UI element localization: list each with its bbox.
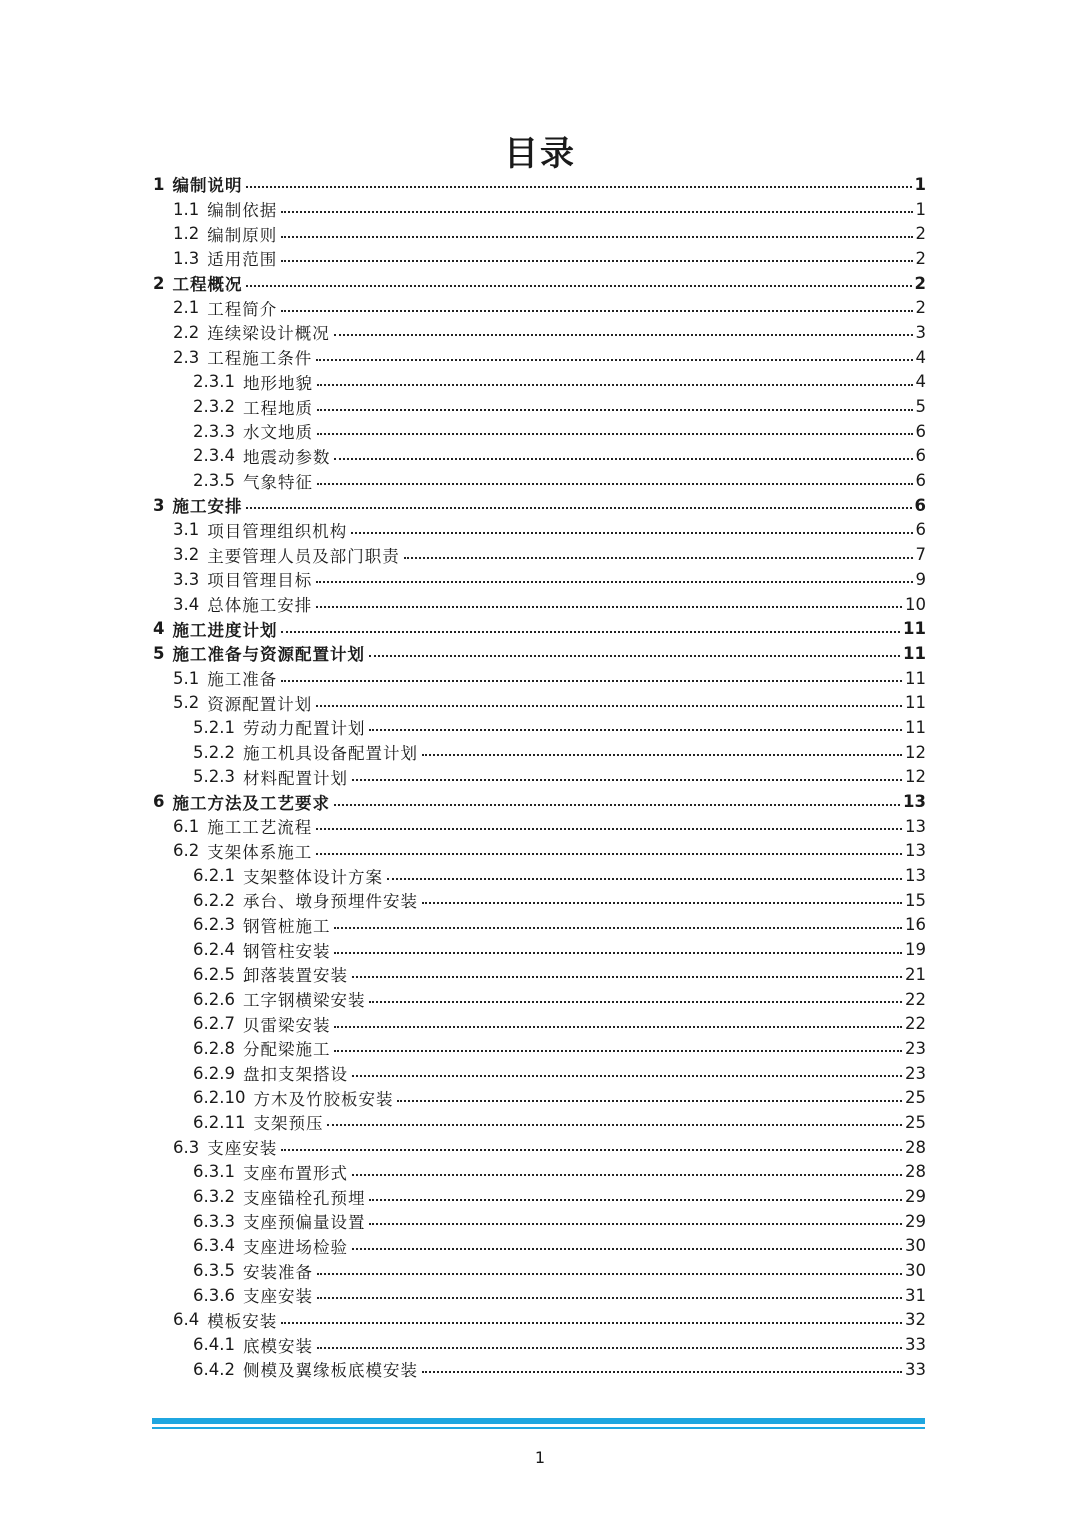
toc-leader-dots <box>397 1088 902 1102</box>
toc-entry-title: 适用范围 <box>207 250 278 270</box>
toc-entry-title: 钢管桩施工 <box>242 916 331 936</box>
toc-entry[interactable] <box>153 493 926 518</box>
toc-entry-title: 劳动力配置计划 <box>242 719 366 739</box>
toc-entry[interactable] <box>153 1085 926 1110</box>
toc-leader-dots <box>334 322 913 336</box>
toc-entry[interactable] <box>153 1209 926 1234</box>
toc-entry-title: 工程简介 <box>207 299 278 319</box>
table-of-contents <box>153 172 926 1382</box>
toc-leader-dots <box>352 964 902 978</box>
toc-entry-number: 6.2.8 <box>193 1038 235 1058</box>
toc-entry-page: 2 <box>915 298 926 318</box>
toc-leader-dots <box>281 298 912 312</box>
toc-entry[interactable] <box>153 616 926 641</box>
toc-entry[interactable] <box>153 863 926 888</box>
toc-entry-page: 11 <box>905 717 926 737</box>
toc-entry-page: 13 <box>905 816 926 836</box>
toc-entry-page: 32 <box>905 1310 926 1330</box>
toc-entry-title: 工字钢横梁安装 <box>242 991 366 1011</box>
toc-entry-page: 6 <box>915 446 926 466</box>
toc-leader-dots <box>281 199 912 213</box>
toc-entry-title: 水文地质 <box>242 423 313 443</box>
toc-entry-page: 11 <box>903 619 926 639</box>
toc-leader-dots <box>281 619 900 633</box>
toc-entry-number: 2.1 <box>173 298 200 318</box>
toc-entry[interactable] <box>153 962 926 987</box>
toc-entry-page: 19 <box>905 940 926 960</box>
toc-leader-dots <box>316 347 912 361</box>
toc-entry-page: 3 <box>915 322 926 342</box>
toc-entry-number: 6.2.2 <box>193 890 235 910</box>
toc-leader-dots <box>316 841 902 855</box>
toc-entry-number: 1 <box>153 174 165 194</box>
toc-entry-page: 5 <box>915 397 926 417</box>
toc-leader-dots <box>281 668 902 682</box>
toc-leader-dots <box>422 1359 902 1373</box>
toc-leader-dots <box>281 1137 902 1151</box>
toc-entry[interactable] <box>153 592 926 617</box>
toc-entry[interactable] <box>153 345 926 370</box>
toc-entry-page: 16 <box>905 915 926 935</box>
toc-leader-dots <box>422 890 902 904</box>
toc-entry-number: 5.2.2 <box>193 742 235 762</box>
toc-entry-page: 6 <box>915 471 926 491</box>
toc-entry[interactable] <box>153 1184 926 1209</box>
toc-entry-title: 贝雷梁安装 <box>242 1015 331 1035</box>
toc-entry-number: 6 <box>153 792 165 812</box>
toc-entry-number: 6.4.1 <box>193 1335 235 1355</box>
toc-entry-page: 15 <box>905 890 926 910</box>
toc-leader-dots <box>281 1310 902 1324</box>
toc-leader-dots <box>317 397 913 411</box>
toc-entry-page: 33 <box>905 1359 926 1379</box>
toc-entry[interactable] <box>153 715 926 740</box>
toc-entry-page: 13 <box>903 792 926 812</box>
toc-leader-dots <box>317 421 913 435</box>
toc-entry-title: 连续梁设计概况 <box>207 324 330 344</box>
toc-leader-dots <box>246 174 911 188</box>
toc-entry-page: 10 <box>905 594 926 614</box>
toc-entry[interactable] <box>153 913 926 938</box>
toc-entry[interactable] <box>153 419 926 444</box>
toc-entry-number: 5.1 <box>173 668 200 688</box>
toc-leader-dots <box>246 273 911 287</box>
toc-entry-title: 支座进场检验 <box>242 1237 348 1257</box>
toc-leader-dots <box>316 693 902 707</box>
toc-entry-number: 6.2.3 <box>193 915 235 935</box>
toc-entry-page: 25 <box>905 1088 926 1108</box>
toc-leader-dots <box>334 915 902 929</box>
toc-entry-number: 6.1 <box>173 816 200 836</box>
toc-entry[interactable] <box>153 172 926 197</box>
toc-leader-dots <box>422 742 902 756</box>
toc-leader-dots <box>352 767 902 781</box>
toc-entry-title: 项目管理组织机构 <box>207 521 348 541</box>
toc-entry-title: 底模安装 <box>242 1336 313 1356</box>
toc-entry[interactable] <box>153 1234 926 1259</box>
toc-leader-dots <box>316 816 902 830</box>
toc-entry-number: 6.3.1 <box>193 1162 235 1182</box>
toc-entry[interactable] <box>153 518 926 543</box>
toc-entry[interactable] <box>153 1357 926 1382</box>
toc-leader-dots <box>334 940 902 954</box>
toc-entry-page: 12 <box>905 767 926 787</box>
toc-entry-page: 22 <box>905 989 926 1009</box>
toc-entry-number: 6.2.5 <box>193 964 235 984</box>
toc-entry-title: 支架整体设计方案 <box>242 867 383 887</box>
toc-entry-page: 9 <box>915 569 926 589</box>
toc-entry-title: 模板安装 <box>207 1311 278 1331</box>
toc-entry-number: 3.4 <box>173 594 200 614</box>
toc-entry-number: 6.3.6 <box>193 1285 235 1305</box>
toc-entry-number: 6.2.10 <box>193 1088 246 1108</box>
toc-entry-number: 6.2.7 <box>193 1014 235 1034</box>
toc-entry-title: 工程概况 <box>172 275 243 295</box>
toc-entry-number: 3.1 <box>173 520 200 540</box>
toc-entry-page: 31 <box>905 1285 926 1305</box>
toc-entry-page: 4 <box>915 372 926 392</box>
toc-entry-number: 5.2 <box>173 693 200 713</box>
toc-entry-page: 21 <box>905 964 926 984</box>
toc-entry-title: 支座预偏量设置 <box>242 1213 366 1233</box>
toc-entry-number: 5.2.1 <box>193 717 235 737</box>
toc-leader-dots <box>334 1014 902 1028</box>
toc-entry[interactable] <box>153 937 926 962</box>
toc-leader-dots <box>369 1211 902 1225</box>
toc-entry-page: 2 <box>915 248 926 268</box>
toc-entry-number: 3 <box>153 495 165 515</box>
toc-entry[interactable] <box>153 567 926 592</box>
toc-entry[interactable] <box>153 1283 926 1308</box>
toc-leader-dots <box>334 1038 902 1052</box>
toc-entry-page: 25 <box>905 1112 926 1132</box>
toc-entry-title: 支座安装 <box>242 1287 313 1307</box>
toc-entry-number: 6.3.3 <box>193 1211 235 1231</box>
toc-entry[interactable] <box>153 765 926 790</box>
toc-leader-dots <box>369 1187 902 1201</box>
toc-entry-number: 6.3.2 <box>193 1187 235 1207</box>
toc-entry[interactable] <box>153 814 926 839</box>
toc-entry-title: 编制依据 <box>207 201 278 221</box>
toc-entry-title: 承台、墩身预埋件安装 <box>242 892 418 912</box>
toc-entry[interactable] <box>153 394 926 419</box>
toc-entry-page: 11 <box>905 693 926 713</box>
toc-entry-page: 11 <box>905 668 926 688</box>
toc-entry-title: 支座锚栓孔预埋 <box>242 1188 366 1208</box>
toc-leader-dots <box>246 495 911 509</box>
footer-rule <box>152 1418 925 1424</box>
toc-leader-dots <box>387 866 902 880</box>
toc-entry-number: 3.2 <box>173 545 200 565</box>
toc-entry[interactable] <box>153 1036 926 1061</box>
toc-entry-title: 工程施工条件 <box>207 349 313 369</box>
toc-entry-title: 气象特征 <box>242 472 313 492</box>
toc-entry-number: 5.2.3 <box>193 767 235 787</box>
toc-entry-title: 施工安排 <box>172 497 243 517</box>
toc-entry-page: 12 <box>905 742 926 762</box>
toc-entry-number: 6.2.4 <box>193 940 235 960</box>
toc-leader-dots <box>281 248 912 262</box>
toc-entry-page: 7 <box>915 545 926 565</box>
toc-entry[interactable] <box>153 690 926 715</box>
toc-entry-title: 施工准备与资源配置计划 <box>172 645 365 665</box>
toc-entry-title: 主要管理人员及部门职责 <box>207 546 400 566</box>
toc-leader-dots <box>369 989 902 1003</box>
toc-entry-page: 11 <box>903 643 926 663</box>
toc-entry-title: 材料配置计划 <box>242 768 348 788</box>
page-title: 目录 <box>504 134 576 174</box>
toc-entry[interactable] <box>153 295 926 320</box>
toc-entry[interactable] <box>153 1011 926 1036</box>
toc-entry[interactable] <box>153 789 926 814</box>
toc-leader-dots <box>404 545 913 559</box>
toc-entry-title: 资源配置计划 <box>207 694 313 714</box>
toc-entry[interactable] <box>153 1258 926 1283</box>
toc-entry-title: 地震动参数 <box>242 447 331 467</box>
toc-entry-number: 1.3 <box>173 248 200 268</box>
toc-entry-number: 2.3.2 <box>193 397 235 417</box>
toc-entry-number: 6.2.11 <box>193 1112 246 1132</box>
toc-entry-page: 2 <box>915 224 926 244</box>
toc-entry-number: 2.3.3 <box>193 421 235 441</box>
toc-leader-dots <box>316 569 912 583</box>
toc-entry-page: 6 <box>915 520 926 540</box>
toc-leader-dots <box>351 520 912 534</box>
toc-entry-title: 总体施工安排 <box>207 596 313 616</box>
toc-entry[interactable] <box>153 542 926 567</box>
toc-leader-dots <box>317 1261 902 1275</box>
toc-entry-page: 30 <box>905 1236 926 1256</box>
toc-entry-number: 6.4.2 <box>193 1359 235 1379</box>
toc-entry[interactable] <box>153 987 926 1012</box>
toc-entry-title: 侧模及翼缘板底模安装 <box>242 1361 418 1381</box>
toc-entry-title: 施工进度计划 <box>172 620 278 640</box>
toc-entry-number: 2.2 <box>173 322 200 342</box>
toc-entry-page: 6 <box>914 495 926 515</box>
toc-entry-number: 2 <box>153 273 165 293</box>
toc-entry-title: 支座布置形式 <box>242 1163 348 1183</box>
toc-entry[interactable] <box>153 888 926 913</box>
toc-entry-number: 6.2 <box>173 841 200 861</box>
toc-entry-title: 安装准备 <box>242 1262 313 1282</box>
toc-entry-number: 2.3.5 <box>193 471 235 491</box>
toc-entry-title: 编制说明 <box>172 176 243 196</box>
toc-entry-page: 1 <box>914 174 926 194</box>
toc-entry-title: 工程地质 <box>242 398 313 418</box>
toc-leader-dots <box>352 1162 902 1176</box>
toc-entry-title: 施工机具设备配置计划 <box>242 744 418 764</box>
toc-entry-number: 2.3 <box>173 347 200 367</box>
toc-entry[interactable] <box>153 641 926 666</box>
toc-entry-title: 施工准备 <box>207 670 278 690</box>
toc-entry-title: 钢管柱安装 <box>242 941 331 961</box>
toc-entry-title: 方木及竹胶板安装 <box>253 1089 394 1109</box>
toc-entry-number: 5 <box>153 643 165 663</box>
toc-entry-title: 卸落装置安装 <box>242 966 348 986</box>
toc-entry[interactable] <box>153 246 926 271</box>
toc-entry-number: 6.3.4 <box>193 1236 235 1256</box>
toc-leader-dots <box>369 643 900 657</box>
toc-entry-number: 4 <box>153 619 165 639</box>
toc-entry-page: 13 <box>905 841 926 861</box>
toc-entry-number: 6.2.1 <box>193 866 235 886</box>
toc-leader-dots <box>352 1236 902 1250</box>
toc-entry[interactable] <box>153 320 926 345</box>
toc-entry-title: 支座安装 <box>207 1139 278 1159</box>
toc-entry-page: 29 <box>905 1187 926 1207</box>
toc-leader-dots <box>352 1063 902 1077</box>
toc-leader-dots <box>317 1285 902 1299</box>
toc-entry[interactable] <box>153 1135 926 1160</box>
toc-leader-dots <box>317 471 913 485</box>
toc-entry-page: 29 <box>905 1211 926 1231</box>
toc-entry[interactable] <box>153 740 926 765</box>
page-number: 1 <box>534 1448 546 1467</box>
toc-leader-dots <box>317 372 913 386</box>
toc-entry[interactable] <box>153 271 926 296</box>
toc-entry-title: 盘扣支架搭设 <box>242 1065 348 1085</box>
toc-entry[interactable] <box>153 468 926 493</box>
toc-entry[interactable] <box>153 444 926 469</box>
toc-entry-page: 23 <box>905 1038 926 1058</box>
toc-entry-page: 4 <box>915 347 926 367</box>
toc-entry-page: 23 <box>905 1063 926 1083</box>
toc-entry-page: 28 <box>905 1162 926 1182</box>
toc-entry[interactable] <box>153 1332 926 1357</box>
toc-entry-page: 28 <box>905 1137 926 1157</box>
toc-entry-number: 2.3.4 <box>193 446 235 466</box>
toc-entry-number: 1.2 <box>173 224 200 244</box>
toc-entry-title: 项目管理目标 <box>207 571 313 591</box>
toc-leader-dots <box>281 224 912 238</box>
toc-entry-number: 3.3 <box>173 569 200 589</box>
toc-entry[interactable] <box>153 1061 926 1086</box>
toc-entry-number: 2.3.1 <box>193 372 235 392</box>
toc-entry-page: 22 <box>905 1014 926 1034</box>
toc-entry-page: 6 <box>915 421 926 441</box>
toc-entry[interactable] <box>153 1160 926 1185</box>
toc-entry[interactable] <box>153 197 926 222</box>
toc-entry-title: 地形地貌 <box>242 373 313 393</box>
toc-entry-title: 分配梁施工 <box>242 1040 331 1060</box>
toc-leader-dots <box>317 1335 902 1349</box>
toc-entry[interactable] <box>153 839 926 864</box>
toc-entry[interactable] <box>153 221 926 246</box>
toc-entry-number: 6.3 <box>173 1137 200 1157</box>
toc-entry[interactable] <box>153 370 926 395</box>
toc-leader-dots <box>316 594 902 608</box>
toc-entry-number: 6.2.6 <box>193 989 235 1009</box>
toc-entry-page: 13 <box>905 866 926 886</box>
toc-entry-page: 1 <box>915 199 926 219</box>
toc-entry-page: 30 <box>905 1261 926 1281</box>
toc-entry-title: 支架预压 <box>253 1114 324 1134</box>
toc-entry-number: 6.4 <box>173 1310 200 1330</box>
toc-entry-title: 施工工艺流程 <box>207 818 313 838</box>
toc-leader-dots <box>334 446 912 460</box>
toc-entry[interactable] <box>153 1308 926 1333</box>
toc-entry-title: 支架体系施工 <box>207 842 313 862</box>
toc-entry-number: 1.1 <box>173 199 200 219</box>
toc-entry-title: 编制原则 <box>207 225 278 245</box>
toc-entry[interactable] <box>153 666 926 691</box>
toc-leader-dots <box>334 792 900 806</box>
toc-entry-number: 6.2.9 <box>193 1063 235 1083</box>
toc-entry-number: 6.3.5 <box>193 1261 235 1281</box>
footer-rule-thin <box>152 1427 925 1429</box>
toc-entry-page: 2 <box>914 273 926 293</box>
toc-entry-title: 施工方法及工艺要求 <box>172 793 330 813</box>
toc-leader-dots <box>327 1112 902 1126</box>
toc-entry[interactable] <box>153 1110 926 1135</box>
toc-entry-page: 33 <box>905 1335 926 1355</box>
toc-leader-dots <box>369 717 902 731</box>
